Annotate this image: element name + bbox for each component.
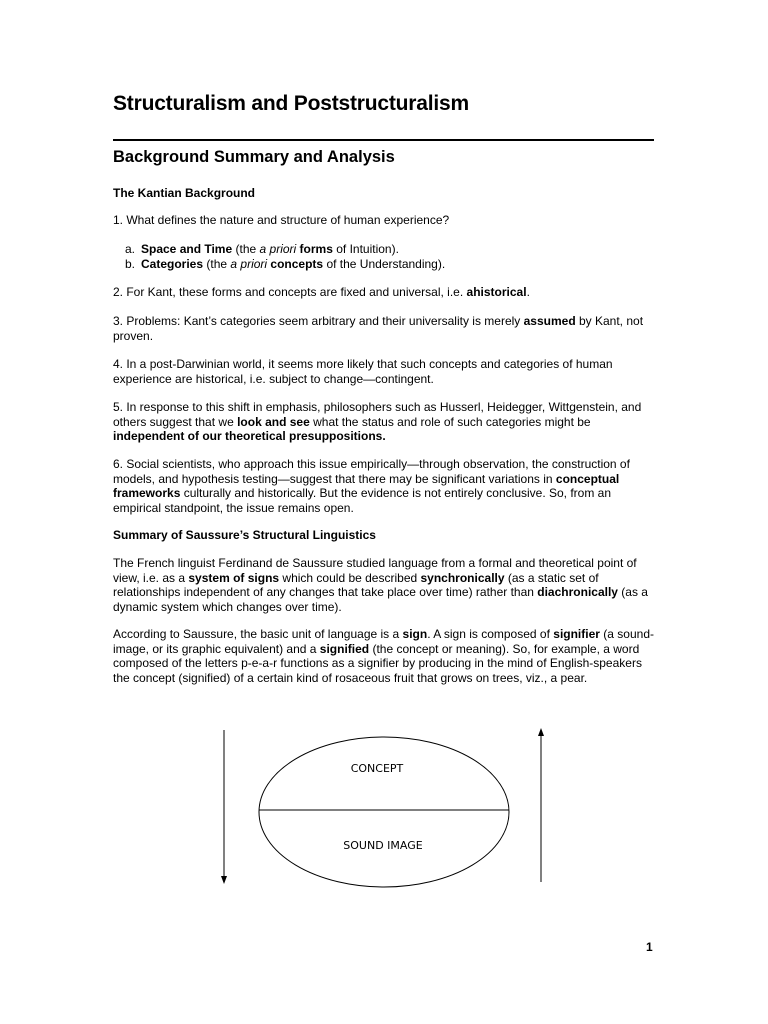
kantian-point-1: 1. What defines the nature and structure of human experience? (113, 213, 450, 227)
subpoint-b-label: b. (125, 257, 136, 271)
kantian-point-4: 4. In a post-Darwinian world, it seems more likely that such concepts and categories of human experience are historical, i.e. subject to change—contingent. (113, 357, 613, 386)
kantian-subpoint-a: a. Space and Time (the a priori forms of Intuition). (125, 242, 399, 256)
subpoint-a-label: a. (125, 242, 136, 256)
kantian-point-6: 6. Social scientists, who approach this issue empirically—through observation, the construction of models, and hypothesis testing—suggest that there may be significant variations in conceptual frameworks culturally and historically. But the evidence is not entirely conclusive. So, from an empirical standpoint, the issue remains open. (113, 457, 630, 515)
document-title: Structuralism and Poststructuralism (113, 92, 469, 115)
kantian-point-5: 5. In response to this shift in emphasis, philosophers such as Husserl, Heidegger, Wittgenstein, and others suggest that we look and see what the status and role of such categories might be independent of our theoretical presuppositions. (113, 400, 642, 443)
kantian-point-3: 3. Problems: Kant’s categories seem arbitrary and their universality is merely assumed by Kant, not proven. (113, 314, 644, 343)
saussure-paragraph-1: The French linguist Ferdinand de Saussure studied language from a formal and theoretical point of view, i.e. as a system of signs which could be described synchronically (as a static set of relationships independent of any changes that take place over time) rather than diachronically (as a dynamic system which changes over time). (113, 556, 648, 614)
page-number: 1 (646, 940, 653, 954)
concept-label: CONCEPT (350, 762, 404, 775)
kantian-point-2: 2. For Kant, these forms and concepts are fixed and universal, i.e. ahistorical. (113, 285, 530, 299)
saussure-heading: Summary of Saussure’s Structural Linguistics (113, 528, 376, 542)
up-arrow (538, 728, 544, 882)
saussure-paragraph-2: According to Saussure, the basic unit of language is a sign. A sign is composed of signifier (a sound-image, or its graphic equivalent) and a signified (the concept or meaning). So, for example, a word composed of the letters p-e-a-r functions as a signifier by producing in the mind of English-speakers the concept (signified) of a certain kind of rosaceous fruit that grows on trees, viz., a pear. (113, 627, 654, 685)
kantian-heading: The Kantian Background (113, 186, 256, 200)
kantian-subpoint-b: b. Categories (the a priori concepts of the Understanding). (125, 257, 446, 271)
sign-ellipse (259, 737, 509, 887)
down-arrow (221, 730, 227, 884)
sound-image-label: SOUND IMAGE (343, 839, 423, 852)
section-title: Background Summary and Analysis (113, 148, 395, 166)
